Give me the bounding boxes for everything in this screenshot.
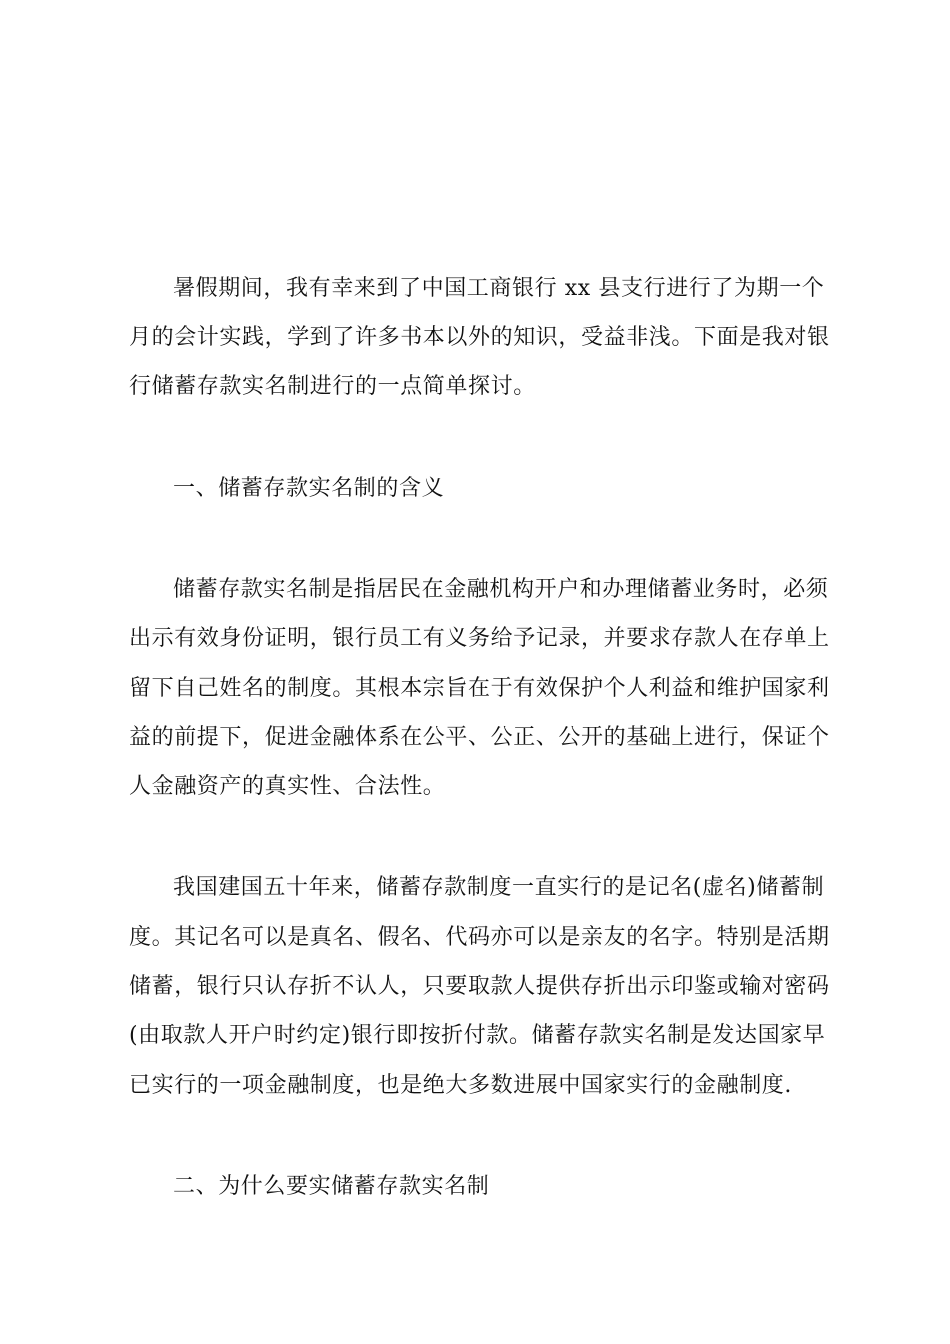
paragraph-line: 月的会计实践，学到了许多书本以外的知识，受益非浅。下面是我对银 <box>129 325 830 350</box>
paragraph-line: 人金融资产的真实性、合法性。 <box>129 774 446 799</box>
paragraph-line: 度。其记名可以是真名、假名、代码亦可以是亲友的名字。特别是活期 <box>129 925 830 950</box>
paragraph-line: 储蓄，银行只认存折不认人，只要取款人提供存折出示印鉴或输对密码 <box>129 974 830 999</box>
paragraph-line: (由取款人开户时约定)银行即按折付款。储蓄存款实名制是发达国家早 <box>129 1023 826 1048</box>
paragraph-line: 留下自己姓名的制度。其根本宗旨在于有效保护个人利益和维护国家利 <box>129 676 830 701</box>
section-heading: 一、储蓄存款实名制的含义 <box>173 476 445 501</box>
paragraph-line: 我国建国五十年来，储蓄存款制度一直实行的是记名(虚名)储蓄制 <box>173 875 825 900</box>
paragraph-line: 已实行的一项金融制度，也是绝大多数进展中国家实行的金融制度. <box>129 1073 792 1098</box>
paragraph-line: 暑假期间，我有幸来到了中国工商银行 xx 县支行进行了为期一个 <box>173 276 825 301</box>
paragraph-line: 出示有效身份证明，银行员工有义务给予记录，并要求存款人在存单上 <box>129 626 830 651</box>
section-heading: 二、为什么要实储蓄存款实名制 <box>173 1174 490 1199</box>
paragraph-line: 储蓄存款实名制是指居民在金融机构开户和办理储蓄业务时，必须 <box>173 577 829 602</box>
paragraph-line: 行储蓄存款实名制进行的一点简单探讨。 <box>129 374 536 399</box>
paragraph-line: 益的前提下，促进金融体系在公平、公正、公开的基础上进行，保证个 <box>129 725 830 750</box>
